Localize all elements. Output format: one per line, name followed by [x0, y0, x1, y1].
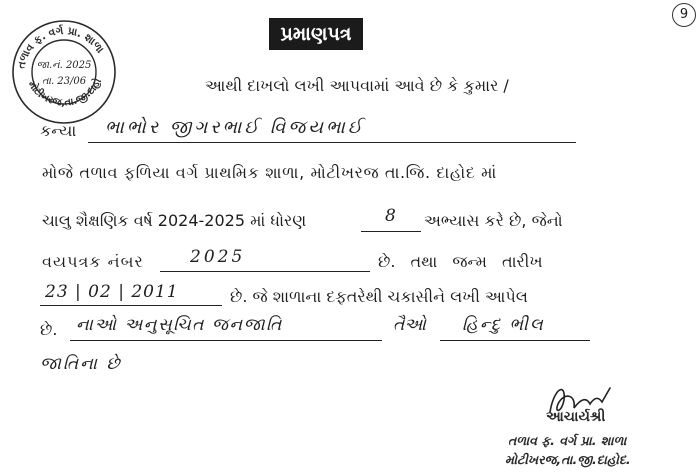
intro-line: આથી દાખલો લખી આપવામાં આવે છે કે કુમાર / [205, 76, 509, 95]
birth-date: 23 | 02 | 2011 [45, 282, 179, 302]
standard-value: 8 [385, 206, 396, 226]
seal-center-line2: તા. 23/06 [41, 76, 87, 87]
academic-year-line: ચાલુ શૈક્ષણિક વર્ષ 2024-2025 માં ધોરણ [42, 211, 307, 230]
signature-school: તળાવ ફ. વર્ગ પ્રા. શાળા [508, 433, 627, 448]
signature-place: મોટીખરજ,તા.જી.દાહોદ. [505, 452, 631, 467]
page-number: 9 [672, 3, 696, 27]
kanya-label: કન્યા [40, 121, 77, 140]
seal-ring-graphic [10, 18, 118, 126]
standard-underline [361, 231, 421, 232]
caste-closing-text: જાતિના છે [40, 354, 122, 374]
religion-underline [440, 340, 590, 341]
seal-bottom-text: મોટીખરજ,તા.જી.દાહો [25, 76, 105, 109]
studying-line: અભ્યાસ કરે છે, જેનો [424, 211, 563, 230]
line7-mid-text: તૈઓ [393, 315, 426, 335]
school-line: મોજે તળાવ ફળિયા વર્ગ પ્રાથમિક શાળા, મોટીખરજ તા.જિ. દાહોદ માં [42, 163, 497, 182]
school-seal [10, 18, 118, 126]
seal-top-text: તળાવ ફ. વર્ગ પ્રા. શાળા [15, 24, 107, 70]
birthdate-label: છે. તથા જન્મ તારીખ [378, 252, 543, 271]
line7-prefix: છે. [40, 320, 58, 339]
certificate-title: પ્રમાણપત્ર [269, 18, 363, 50]
birthdate-underline [40, 305, 222, 306]
religion-text: હિન્દુ ભીલ [462, 315, 545, 335]
caste-text: નાઓ અનુસૂચિત જનજાતિ [76, 315, 283, 335]
name-underline [88, 142, 576, 143]
register-number: 2025 [190, 247, 246, 267]
verification-line: છે. જે શાળાના દફતરેથી ચકાસીને લખી આપેલ [230, 287, 528, 306]
register-underline [160, 271, 370, 272]
caste-underline [70, 340, 382, 341]
seal-center-line1: જા.નં. 2025 [36, 60, 92, 71]
register-label: વયપત્રક નંબર [42, 252, 144, 271]
signature-role: આચાર્યશ્રી [546, 409, 606, 425]
student-name: ભાભોર જીગરભાઈ વિજયભાઈ [105, 117, 365, 138]
